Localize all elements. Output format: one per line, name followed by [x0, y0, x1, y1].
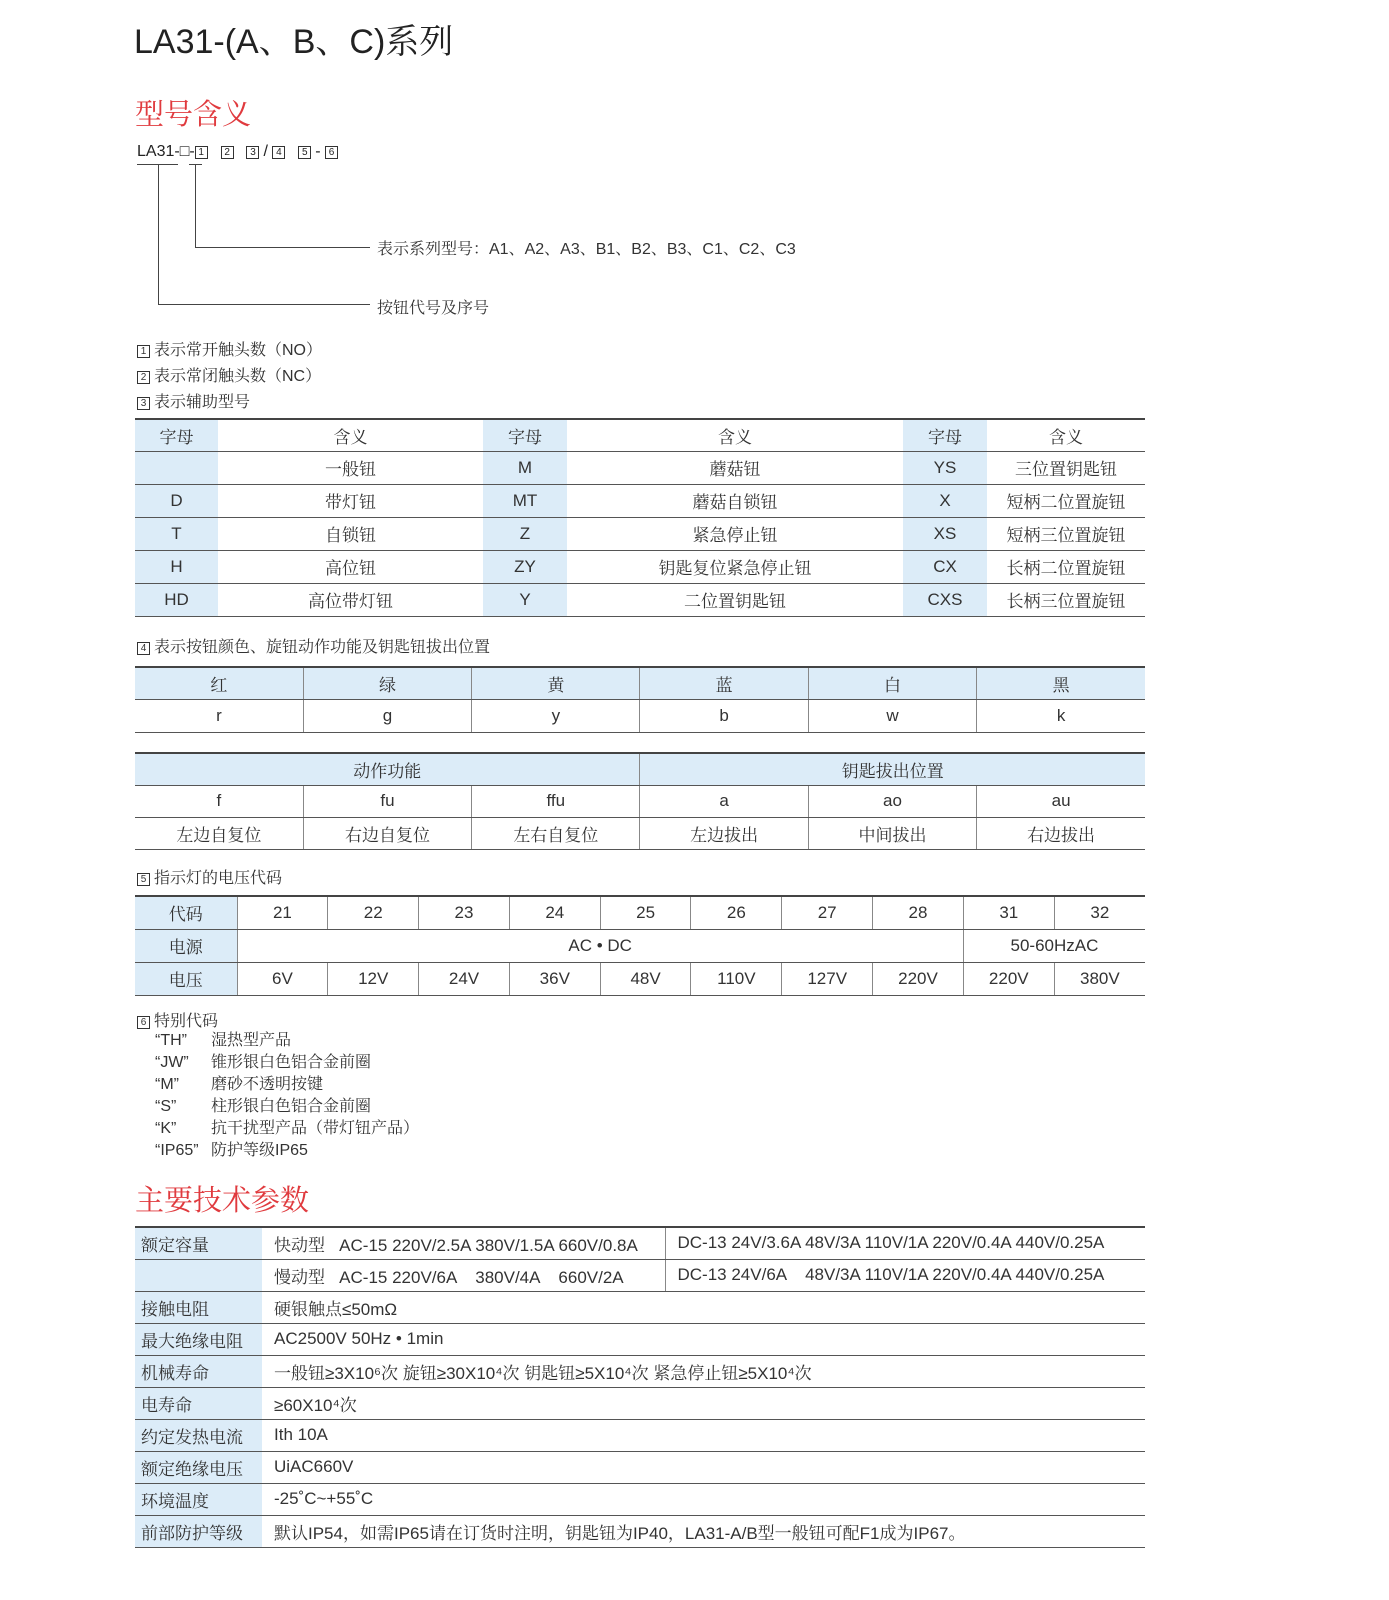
code-row: [135, 896, 1145, 929]
meaning-cell: 高位带灯钮: [218, 583, 483, 616]
voltage-value: 220V: [873, 962, 964, 995]
letter-cell: ZY: [483, 550, 567, 583]
meaning-cell: 蘑菇自锁钮: [567, 484, 903, 517]
voltage-value: 220V: [963, 962, 1054, 995]
meaning-cell: 短柄二位置旋钮: [987, 484, 1145, 517]
letter-cell: HD: [135, 583, 218, 616]
leader-line: [195, 247, 370, 248]
action-code: fu: [303, 785, 471, 817]
item-1: 1 表示常开触头数（NO）: [137, 337, 322, 360]
action-table: [135, 752, 1145, 850]
color-name: 红: [135, 667, 303, 699]
letter-cell: YS: [903, 451, 987, 484]
action-meaning: 中间拔出: [808, 817, 976, 849]
param-row: [135, 1291, 1145, 1323]
voltage-code: 21: [237, 896, 328, 929]
item-5: 5 指示灯的电压代码: [137, 865, 282, 888]
action-meaning: 右边自复位: [303, 817, 471, 849]
voltage-code: 25: [600, 896, 691, 929]
color-code: g: [303, 699, 471, 732]
item-4: 4 表示按钮颜色、旋钮动作功能及钥匙钮拔出位置: [137, 634, 490, 657]
voltage-code: 24: [509, 896, 600, 929]
voltage-code: 27: [782, 896, 873, 929]
param-value: ≥60X10⁴次: [262, 1387, 1145, 1419]
header-action: 动作功能: [135, 753, 640, 785]
color-name: 黑: [977, 667, 1145, 699]
special-code-meaning: 湿热型产品: [211, 1032, 292, 1049]
series-note: 表示系列型号：A1、A2、A3、B1、B2、B3、C1、C2、C3: [377, 241, 796, 258]
voltage-value: 6V: [237, 962, 328, 995]
param-label: 前部防护等级: [135, 1515, 262, 1547]
letter-cell: Y: [483, 583, 567, 616]
action-meaning-row: [135, 817, 1145, 849]
param-label: 接触电阻: [135, 1291, 262, 1323]
header-letter: 字母: [135, 419, 218, 451]
voltage-code: 31: [963, 896, 1054, 929]
special-code-item: [155, 1118, 419, 1140]
color-name: 蓝: [640, 667, 808, 699]
special-code-meaning: 磨砂不透明按键: [211, 1076, 324, 1093]
param-label: 额定绝缘电压: [135, 1451, 262, 1483]
item-2: 2 表示常闭触头数（NC）: [137, 363, 321, 386]
param-row: [135, 1355, 1145, 1387]
meaning-cell: 钥匙复位紧急停止钮: [567, 550, 903, 583]
item-6: 6 特别代码: [137, 1008, 218, 1031]
param-row: [135, 1451, 1145, 1483]
color-code: b: [640, 699, 808, 732]
voltage-value: 110V: [691, 962, 782, 995]
voltage-value: 48V: [600, 962, 691, 995]
code-5: 5: [298, 146, 311, 159]
tech-params-table: [135, 1226, 1145, 1548]
code-prefix: LA31-: [137, 143, 180, 160]
meaning-cell: 二位置钥匙钮: [567, 583, 903, 616]
param-row: [135, 1483, 1145, 1515]
param-row: [135, 1419, 1145, 1451]
special-code: “TH”: [155, 1032, 187, 1049]
model-code: [137, 143, 342, 161]
special-code-meaning: 防护等级IP65: [211, 1142, 308, 1159]
code-1: 1: [195, 146, 208, 159]
code-4: 4: [272, 146, 285, 159]
color-header-row: [135, 667, 1145, 699]
meaning-cell: 长柄二位置旋钮: [987, 550, 1145, 583]
power-acdc: AC • DC: [237, 929, 963, 962]
action-code: au: [977, 785, 1145, 817]
special-codes-list: [155, 1030, 419, 1162]
special-code-item: [155, 1074, 419, 1096]
voltage-code: 26: [691, 896, 782, 929]
param-row: [135, 1387, 1145, 1419]
meaning-cell: 自锁钮: [218, 517, 483, 550]
param-value: AC2500V 50Hz • 1min: [262, 1323, 1145, 1355]
letter-cell: MT: [483, 484, 567, 517]
section-model-meaning: 型号含义: [135, 99, 252, 131]
special-code-item: [155, 1140, 419, 1162]
meaning-cell: 长柄三位置旋钮: [987, 583, 1145, 616]
fast-ac: 快动型 AC-15 220V/2.5A 380V/1.5A 660V/0.8A: [262, 1227, 665, 1259]
color-table: [135, 666, 1145, 733]
voltage-code-table: [135, 895, 1145, 996]
table-row: [135, 517, 1145, 550]
action-code: ffu: [472, 785, 640, 817]
action-meaning: 左右自复位: [472, 817, 640, 849]
auxiliary-type-table: [135, 418, 1145, 617]
voltage-code: 28: [873, 896, 964, 929]
special-code-meaning: 锥形银白色铝合金前圈: [211, 1054, 372, 1071]
action-code: a: [640, 785, 808, 817]
param-value: Ith 10A: [262, 1419, 1145, 1451]
header-key-position: 钥匙拔出位置: [640, 753, 1145, 785]
meaning-cell: 高位钮: [218, 550, 483, 583]
header-letter: 字母: [903, 419, 987, 451]
letter-cell: XS: [903, 517, 987, 550]
action-code-row: [135, 785, 1145, 817]
param-label: 最大绝缘电阻: [135, 1323, 262, 1355]
action-code: ao: [808, 785, 976, 817]
code-box: □: [179, 143, 190, 160]
letter-cell: M: [483, 451, 567, 484]
leader-line: [158, 304, 370, 305]
table-row: [135, 451, 1145, 484]
slow-dc: DC-13 24V/6A 48V/3A 110V/1A 220V/0.4A 440V/0.25A: [665, 1259, 1145, 1291]
special-code: “JW”: [155, 1054, 189, 1071]
color-code: k: [977, 699, 1145, 732]
letter-cell: [135, 451, 218, 484]
voltage-value: 127V: [782, 962, 873, 995]
color-name: 黄: [472, 667, 640, 699]
page-title: LA31-(A、B、C)系列: [134, 23, 454, 61]
meaning-cell: 蘑菇钮: [567, 451, 903, 484]
param-row: [135, 1323, 1145, 1355]
table-row: [135, 484, 1145, 517]
letter-cell: D: [135, 484, 218, 517]
action-meaning: 左边拔出: [640, 817, 808, 849]
special-code-item: [155, 1052, 419, 1074]
power-row: [135, 929, 1145, 962]
letter-cell: Z: [483, 517, 567, 550]
table-row: [135, 550, 1145, 583]
code-dash2: -: [315, 143, 321, 160]
code-dash: -: [189, 143, 195, 160]
table-header-row: [135, 419, 1145, 451]
code-2: 2: [221, 146, 234, 159]
fast-dc: DC-13 24V/3.6A 48V/3A 110V/1A 220V/0.4A 440V/0.25A: [665, 1227, 1145, 1259]
section-tech-params: 主要技术参数: [135, 1185, 310, 1217]
color-name: 绿: [303, 667, 471, 699]
special-code: “K”: [155, 1120, 177, 1137]
param-label: 机械寿命: [135, 1355, 262, 1387]
header-letter: 字母: [483, 419, 567, 451]
rated-capacity-slow-row: [135, 1259, 1145, 1291]
row-label: 电源: [135, 929, 237, 962]
meaning-cell: 带灯钮: [218, 484, 483, 517]
param-label: 环境温度: [135, 1483, 262, 1515]
voltage-code: 23: [419, 896, 510, 929]
special-code-meaning: 柱形银白色铝合金前圈: [211, 1098, 372, 1115]
param-row: [135, 1515, 1145, 1547]
header-meaning: 含义: [987, 419, 1145, 451]
action-header-row: [135, 753, 1145, 785]
color-code-row: [135, 699, 1145, 732]
param-value: 硬银触点≤50mΩ: [262, 1291, 1145, 1323]
code-6: 6: [325, 146, 338, 159]
voltage-value: 36V: [509, 962, 600, 995]
voltage-value: 12V: [328, 962, 419, 995]
color-code: y: [472, 699, 640, 732]
param-label: 额定容量: [135, 1227, 262, 1259]
meaning-cell: 一般钮: [218, 451, 483, 484]
meaning-cell: 三位置钥匙钮: [987, 451, 1145, 484]
special-code-item: [155, 1096, 419, 1118]
color-code: r: [135, 699, 303, 732]
voltage-value: 24V: [419, 962, 510, 995]
rated-capacity-fast-row: [135, 1227, 1145, 1259]
param-value: 一般钮≥3X10⁶次 旋钮≥30X10⁴次 钥匙钮≥5X10⁴次 紧急停止钮≥5X10⁴次: [262, 1355, 1145, 1387]
code-slash: /: [263, 143, 268, 160]
header-meaning: 含义: [567, 419, 903, 451]
letter-cell: CXS: [903, 583, 987, 616]
param-value: 默认IP54，如需IP65请在订货时注明，钥匙钮为IP40，LA31-A/B型一般钮可配F1成为IP67。: [262, 1515, 1145, 1547]
voltage-row: [135, 962, 1145, 995]
header-meaning: 含义: [218, 419, 483, 451]
special-code: “IP65”: [155, 1142, 199, 1159]
voltage-code: 22: [328, 896, 419, 929]
param-value: -25˚C~+55˚C: [262, 1483, 1145, 1515]
action-meaning: 右边拔出: [977, 817, 1145, 849]
action-meaning: 左边自复位: [135, 817, 303, 849]
row-label: 代码: [135, 896, 237, 929]
meaning-cell: 短柄三位置旋钮: [987, 517, 1145, 550]
special-code: “S”: [155, 1098, 177, 1115]
param-value: UiAC660V: [262, 1451, 1145, 1483]
power-ac: 50-60HzAC: [963, 929, 1145, 962]
special-code: “M”: [155, 1076, 179, 1093]
leader-line: [158, 164, 159, 304]
item-3: 3 表示辅助型号: [137, 389, 250, 412]
letter-cell: T: [135, 517, 218, 550]
color-code: w: [808, 699, 976, 732]
action-code: f: [135, 785, 303, 817]
voltage-value: 380V: [1054, 962, 1145, 995]
button-note: 按钮代号及序号: [377, 300, 490, 317]
code-3: 3: [246, 146, 259, 159]
row-label: 电压: [135, 962, 237, 995]
letter-cell: CX: [903, 550, 987, 583]
letter-cell: X: [903, 484, 987, 517]
meaning-cell: 紧急停止钮: [567, 517, 903, 550]
param-label: 约定发热电流: [135, 1419, 262, 1451]
special-code-meaning: 抗干扰型产品（带灯钮产品）: [211, 1120, 420, 1137]
special-code-item: [155, 1030, 419, 1052]
leader-line: [195, 164, 196, 247]
voltage-code: 32: [1054, 896, 1145, 929]
color-name: 白: [808, 667, 976, 699]
param-label: 电寿命: [135, 1387, 262, 1419]
letter-cell: H: [135, 550, 218, 583]
table-row: [135, 583, 1145, 616]
slow-ac: 慢动型 AC-15 220V/6A 380V/4A 660V/2A: [262, 1259, 665, 1291]
param-label: [135, 1259, 262, 1291]
